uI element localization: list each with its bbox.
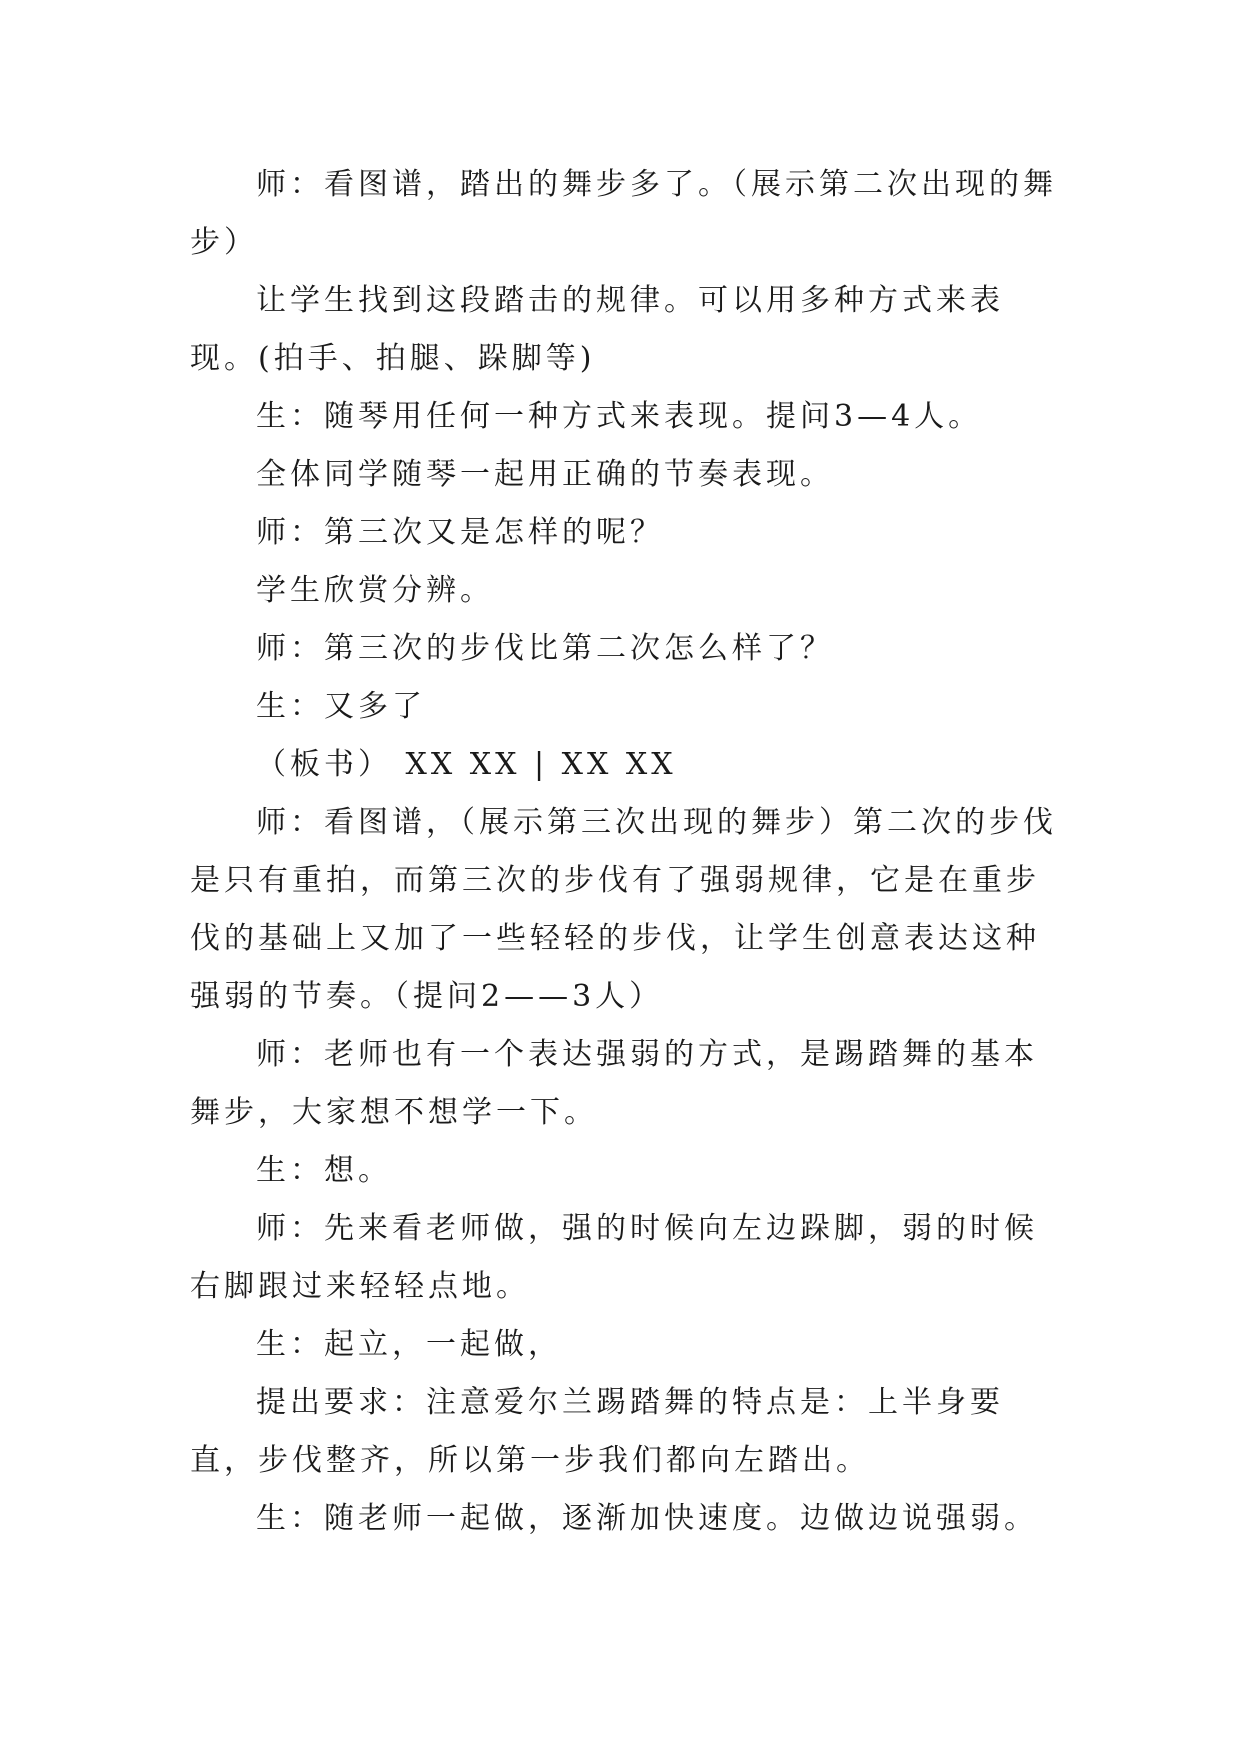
paragraph: 生：起立，一起做， [256, 1327, 562, 1362]
paragraph: 提出要求：注意爱尔兰踢踏舞的特点是：上半身要直，步伐整齐，所以第一步我们都向左踏出。 [190, 1385, 1004, 1478]
paragraph: 师：老师也有一个表达强弱的方式，是踢踏舞的基本舞步，大家想不想学一下。 [190, 1037, 1038, 1130]
paragraph: 全体同学随琴一起用正确的节奏表现。 [256, 457, 834, 492]
paragraph: 让学生找到这段踏击的规律。可以用多种方式来表现。(拍手、拍腿、跺脚等) [190, 283, 1004, 376]
document-body [190, 156, 1070, 1548]
paragraph: 师：看图谱，（展示第三次出现的舞步）第二次的步伐是只有重拍，而第三次的步伐有了强弱规律，它是在重步伐的基础上又加了一些轻轻的步伐，让学生创意表达这种强弱的节奏。（提问2——3人） [190, 805, 1057, 1014]
paragraph: 师：先来看老师做，强的时候向左边跺脚，弱的时候右脚跟过来轻轻点地。 [190, 1211, 1038, 1304]
paragraph: 学生欣赏分辨。 [256, 573, 494, 608]
paragraph: 师：看图谱，踏出的舞步多了。（展示第二次出现的舞步） [190, 167, 1057, 260]
paragraph: 生：想。 [256, 1153, 392, 1188]
paragraph: 生：随老师一起做，逐渐加快速度。边做边说强弱。 [256, 1501, 1038, 1536]
blackboard-notation: （板书） XX XX | XX XX [256, 747, 677, 782]
paragraph: 生：随琴用任何一种方式来表现。提问3—4人。 [256, 399, 983, 434]
paragraph: 师：第三次又是怎样的呢？ [256, 515, 664, 550]
paragraph: 师：第三次的步伐比第二次怎么样了？ [256, 631, 834, 666]
paragraph: 生：又多了 [256, 689, 426, 724]
